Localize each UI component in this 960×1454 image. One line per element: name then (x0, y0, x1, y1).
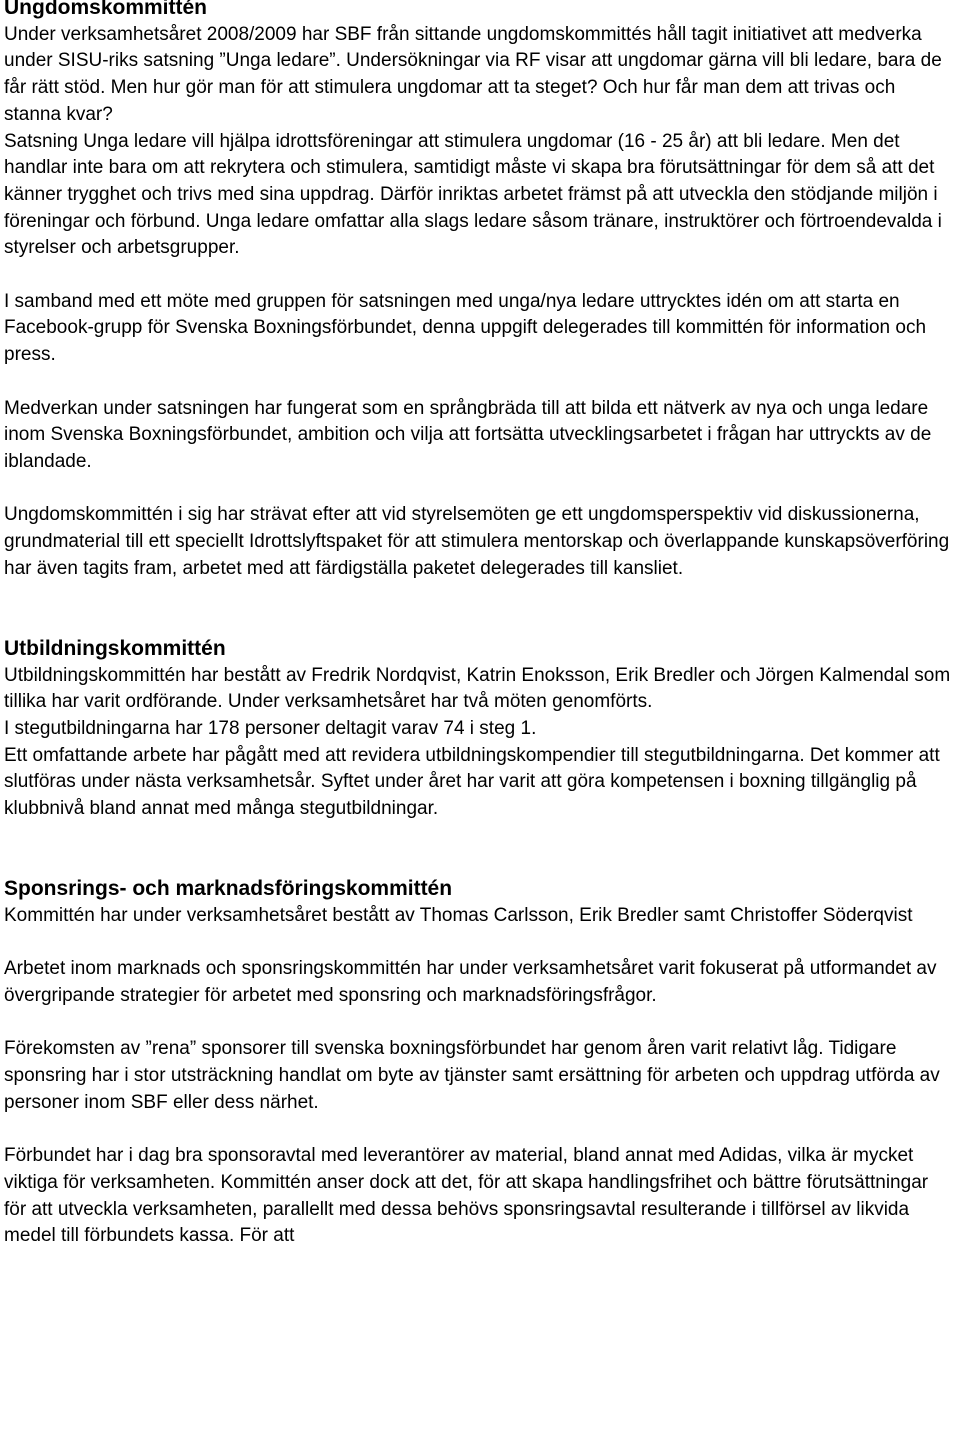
paragraph: Satsning Unga ledare vill hjälpa idrottsföreningar att stimulera ungdomar (16 - 25 år) att bli ledare. Men det handlar inte bara om att rekrytera och stimulera, samtidigt måste vi skapa bra förutsättningar för dem så att det känner trygghet och trivs med sina uppdrag. Därför inriktas arbetet främst på att utveckla den stödjande miljön i föreningar och förbund. Unga ledare omfattar alla slags ledare såsom tränare, instruktörer och förtroendevalda i styrelser och arbetsgrupper. (4, 130, 942, 259)
paragraph-spacer (4, 1010, 954, 1037)
paragraph: Ungdomskommittén i sig har strävat efter att vid styrelsemöten ge ett ungdomsperspektiv vid diskussionerna, grundmaterial till ett speciellt Idrottslyftspaket för att stimulera mentorskap och överlappande kunskapsöverföring har även tagits fram, arbetet med att färdigställa paketet delegerades till kansliet. (4, 504, 950, 579)
section-spacer (4, 582, 954, 635)
paragraph: Utbildningskommittén har bestått av Fredrik Nordqvist, Katrin Enoksson, Erik Bredler och Jörgen Kalmendal som tillika har varit ordförande. Under verksamhetsåret har två möten genomförts. (4, 664, 951, 713)
section-heading: Utbildningskommittén (4, 636, 226, 660)
paragraph: Under verksamhetsåret 2008/2009 har SBF från sittande ungdomskommittés håll tagit initiativet att medverka under SISU-riks satsning ”Unga ledare”. Undersökningar via RF visar att ungdomar gärna vill bli ledare, bara de får rätt stöd. Men hur gör man för att stimulera ungdomar att ta steget? Och hur får man dem att trivas och stanna kvar? (4, 23, 942, 125)
paragraph-spacer (4, 369, 954, 396)
section-heading: Ungdomskommittén (4, 0, 208, 19)
document-page (4, 0, 954, 1250)
section-spacer (4, 823, 954, 876)
paragraph: I stegutbildningarna har 178 personer deltagit varav 74 i steg 1. (4, 717, 537, 739)
paragraph: Ett omfattande arbete har pågått med att revidera utbildningskompendier till stegutbildningarna. Det kommer att slutföras under nästa verksamhetsår. Syftet under året har varit att göra kompetensen i boxning tillgänglig på klubbnivå bland annat med många stegutbildningar. (4, 744, 940, 820)
section-heading: Sponsrings- och marknadsföringskommittén (4, 877, 453, 901)
paragraph-spacer (4, 1116, 954, 1143)
paragraph: Förbundet har i dag bra sponsoravtal med leverantörer av material, bland annat med Adidas, vilka är mycket viktiga för verksamheten. Kommittén anser dock att det, för att skapa handlingsfrihet och bättre förutsättningar för att utveckla verksamheten, parallellt med dessa behövs sponsringsavtal resulterande i tillförsel av likvida medel till förbundets kassa. För att (4, 1145, 929, 1247)
section-ungdomskommitten (4, 0, 954, 582)
section-sponsringskommitten (4, 876, 954, 1250)
paragraph: Förekomsten av ”rena” sponsorer till svenska boxningsförbundet har genom åren varit relativt låg. Tidigare sponsring har i stor utsträckning handlat om byte av tjänster samt ersättning för arbeten och uppdrag utförda av personer inom SBF eller dess närhet. (4, 1038, 940, 1113)
paragraph: I samband med ett möte med gruppen för satsningen med unga/nya ledare uttrycktes idén om att starta en Facebook-grupp för Svenska Boxningsförbundet, denna uppgift delegerades till kommittén för information och press. (4, 290, 927, 366)
paragraph-spacer (4, 930, 954, 957)
paragraph: Arbetet inom marknads och sponsringskommittén har under verksamhetsåret varit fokuserat på utformandet av övergripande strategier för arbetet med sponsring och marknadsföringsfrågor. (4, 958, 937, 1006)
paragraph-spacer (4, 262, 954, 289)
paragraph-spacer (4, 476, 954, 503)
section-utbildningskommitten (4, 636, 954, 823)
paragraph: Medverkan under satsningen har fungerat som en språngbräda till att bilda ett nätverk av nya och unga ledare inom Svenska Boxningsförbundet, ambition och vilja att fortsätta utvecklingsarbetet i frågan har uttryckts av de iblandade. (4, 397, 932, 472)
paragraph: Kommittén har under verksamhetsåret bestått av Thomas Carlsson, Erik Bredler samt Christoffer Söderqvist (4, 904, 913, 926)
